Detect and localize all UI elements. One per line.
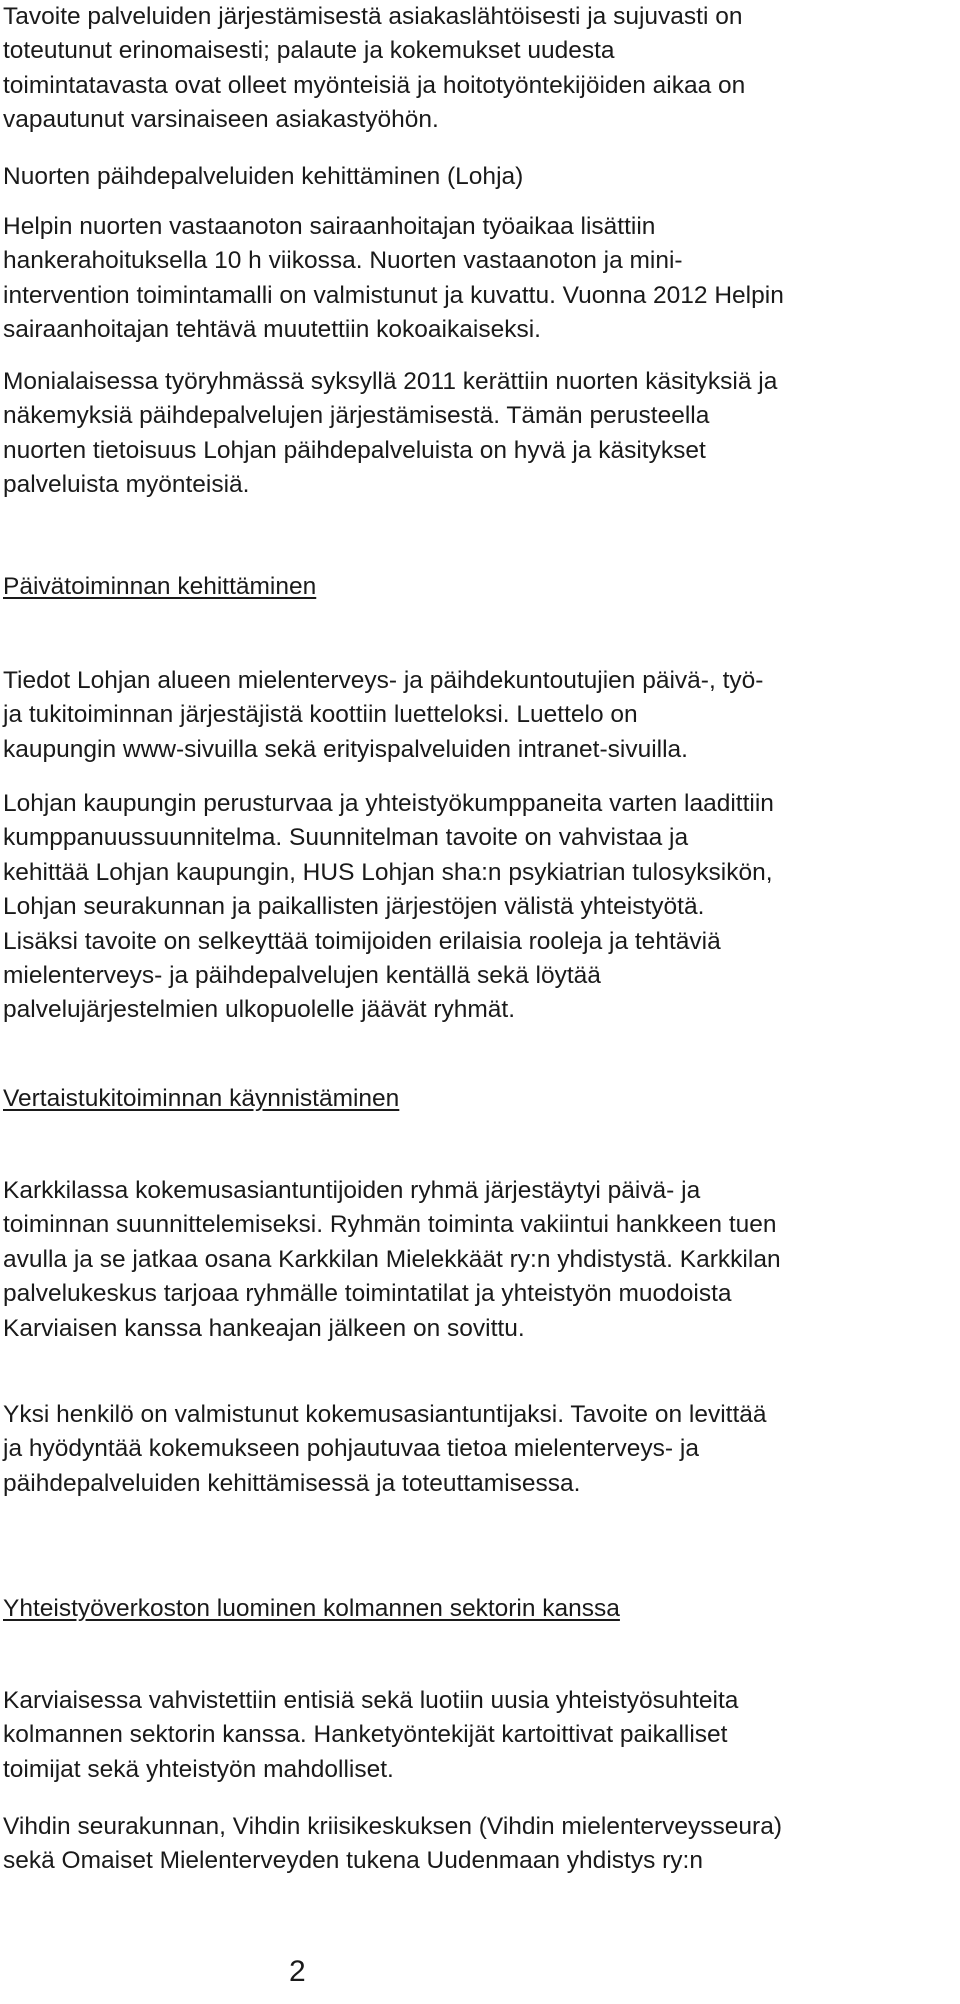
text-line: Vihdin seurakunnan, Vihdin kriisikeskuksen (Vihdin mielenterveysseura) [3,1813,782,1840]
text-line: Yksi henkilö on valmistunut kokemusasiantuntijaksi. Tavoite on levittää [3,1401,767,1428]
subheading-youth-substance-services [3,160,523,194]
text-line: toteutunut erinomaisesti; palaute ja kokemukset uudesta [3,37,615,65]
text-line: vapautunut varsinaiseen asiakastyöhön. [3,106,439,134]
text-line: ja tukitoiminnan järjestäjistä koottiin luetteloksi. Luettelo on [3,701,638,729]
paragraph-helppi-nurse [3,210,784,348]
text-line: Yhteistyöverkoston luominen kolmannen sektorin kanssa [3,1595,620,1622]
text-line: Lohjan kaupungin perusturvaa ja yhteistyökumppaneita varten laadittiin [3,790,774,817]
text-line: Lisäksi tavoite on selkeyttää toimijoiden erilaisia rooleja ja tehtäviä [3,927,721,955]
paragraph-vihti-parish [3,1810,782,1879]
paragraph-karkkila-group [3,1174,781,1346]
text-line: palvelujärjestelmien ulkopuolelle jäävät ryhmät. [3,996,516,1024]
text-line: päihdepalveluiden kehittämisessä ja toteuttamisessa. [3,1469,581,1497]
text-line: ja hyödyntää kokemukseen pohjautuvaa tietoa mielenterveys- ja [3,1435,699,1463]
text-line: kolmannen sektorin kanssa. Hanketyöntekijät kartoittivat paikalliset [3,1721,728,1749]
page-number: 2 [289,1955,306,1988]
text-line: Lohjan seurakunnan ja paikallisten järjestöjen välistä yhteistyötä. [3,893,705,921]
section-heading-peer-support [3,1082,399,1116]
text-line: mielenterveys- ja päihdepalvelujen kentällä sekä löytää [3,962,601,990]
text-line: Päivätoiminnan kehittäminen [3,573,317,600]
text-line: hankerahoituksella 10 h viikossa. Nuorten vastaanoton ja mini- [3,247,683,275]
text-line: sekä Omaiset Mielenterveyden tukena Uudenmaan yhdistys ry:n [3,1847,703,1875]
paragraph-service-goal [3,0,745,138]
text-line: palvelukeskus tarjoaa ryhmälle toimintatilat ja yhteistyön muodoista [3,1280,732,1308]
text-line: Karkkilassa kokemusasiantuntijoiden ryhmä järjestäytyi päivä- ja [3,1177,701,1204]
paragraph-experience-expert [3,1398,767,1501]
text-line: Monialaisessa työryhmässä syksyllä 2011 kerättiin nuorten käsityksiä ja [3,368,778,395]
text-line: toimintatavasta ovat olleet myönteisiä ja hoitotyöntekijöiden aikaa on [3,71,746,99]
text-line: kehittää Lohjan kaupungin, HUS Lohjan sha:n psykiatrian tulosyksikön, [3,858,773,886]
section-heading-third-sector-network [3,1592,620,1626]
text-line: toiminnan suunnittelemiseksi. Ryhmän toiminta vakiintui hankkeen tuen [3,1211,777,1239]
text-line: Tavoite palveluiden järjestämisestä asiakaslähtöisesti ja sujuvasti on [3,3,743,30]
text-line: palveluista myönteisiä. [3,471,250,499]
text-line: Karviaisessa vahvistettiin entisiä sekä luotiin uusia yhteistyösuhteita [3,1687,739,1714]
paragraph-working-group [3,365,777,503]
text-line: intervention toimintamalli on valmistunut ja kuvattu. Vuonna 2012 Helpin [3,281,784,309]
text-line: kaupungin www-sivuilla sekä erityispalveluiden intranet-sivuilla. [3,735,688,763]
text-line: Tiedot Lohjan alueen mielenterveys- ja päihdekuntoutujien päivä-, työ- [3,667,764,694]
text-line: näkemyksiä päihdepalvelujen järjestämisestä. Tämän perusteella [3,402,710,430]
document-page [3,0,957,2004]
paragraph-day-activity-list [3,664,763,767]
text-line: Karviaisen kanssa hankeajan jälkeen on sovittu. [3,1314,525,1342]
paragraph-karviainen-network [3,1684,738,1787]
text-line: Nuorten päihdepalveluiden kehittäminen (Lohja) [3,163,524,190]
text-line: avulla ja se jatkaa osana Karkkilan Mielekkäät ry:n yhdistystä. Karkkilan [3,1245,781,1273]
text-line: sairaanhoitajan tehtävä muutettiin kokoaikaiseksi. [3,316,541,344]
text-line: kumppanuussuunnitelma. Suunnitelman tavoite on vahvistaa ja [3,824,689,852]
section-heading-day-activities [3,570,316,604]
text-line: nuorten tietoisuus Lohjan päihdepalveluista on hyvä ja käsitykset [3,436,706,464]
text-line: Helpin nuorten vastaanoton sairaanhoitajan työaikaa lisättiin [3,213,656,240]
paragraph-partnership-plan [3,787,774,1028]
text-line: toimijat sekä yhteistyön mahdolliset. [3,1755,394,1783]
text-line: Vertaistukitoiminnan käynnistäminen [3,1085,400,1112]
